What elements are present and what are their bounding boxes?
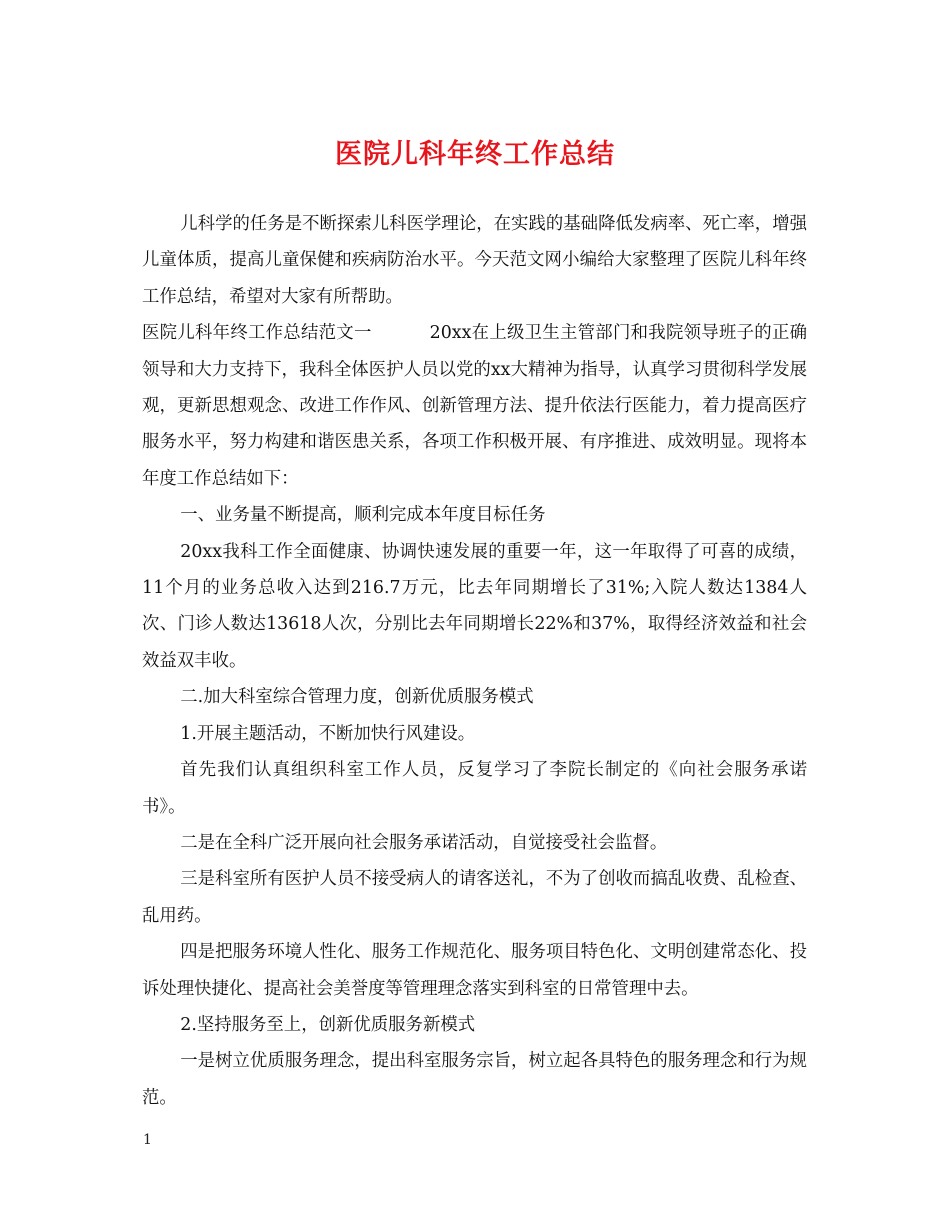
intro-paragraph: 儿科学的任务是不断探索儿科医学理论，在实践的基础降低发病率、死亡率，增强儿童体质，提高儿童保健和疾病防治水平。今天范文网小编给大家整理了医院儿科年终工作总结，希望对大家有所帮助。 [142,214,807,307]
subheading-service: 2.坚持服务至上，创新优质服务新模式 [180,1014,476,1035]
section-heading: 医院儿科年终工作总结范文一 [142,323,372,344]
heading-business-volume: 一、业务量不断提高，顺利完成本年度目标任务 [180,505,546,526]
business-volume-paragraph: 20xx我科工作全面健康、协调快速发展的重要一年，这一年取得了可喜的成绩，11个月的业务总收入达到216.7万元，比去年同期增长了31%;入院人数达1384人次、门诊人数达13618人次，分别比去年同期增长22%和37%，取得经济效益和社会效益双丰收。 [142,541,807,671]
page-number: 1 [143,1132,152,1148]
service-point-paragraph: 一是树立优质服务理念，提出科室服务宗旨，树立起各具特色的服务理念和行为规范。 [142,1051,807,1108]
document-title: 医院儿科年终工作总结 [335,139,615,170]
document-body [142,206,807,1116]
second-point-paragraph: 二是在全科广泛开展向社会服务承诺活动，自觉接受社会监督。 [180,832,668,853]
section-one-text: 20xx在上级卫生主管部门和我院领导班子的正确领导和大力支持下，我科全体医护人员以党的xx大精神为指导，认真学习贯彻科学发展观，更新思想观念、改进工作作风、创新管理方法、提升依法行医能力，着力提高医疗服务水平，努力构建和谐医患关系，各项工作积极开展、有序推进、成效明显。现将本年度工作总结如下： [142,323,807,489]
heading-management: 二.加大科室综合管理力度，创新优质服务模式 [180,687,534,708]
section-one-paragraph [142,315,807,497]
subheading-theme-activities: 1.开展主题活动，不断加快行风建设。 [180,723,476,744]
third-point-paragraph: 三是科室所有医护人员不接受病人的请客送礼，不为了创收而搞乱收费、乱检查、乱用药。 [142,869,807,926]
first-point-paragraph: 首先我们认真组织科室工作人员，反复学习了李院长制定的《向社会服务承诺书》。 [142,760,807,817]
fourth-point-paragraph: 四是把服务环境人性化、服务工作规范化、服务项目特色化、文明创建常态化、投诉处理快捷化、提高社会美誉度等管理理念落实到科室的日常管理中去。 [142,942,807,999]
